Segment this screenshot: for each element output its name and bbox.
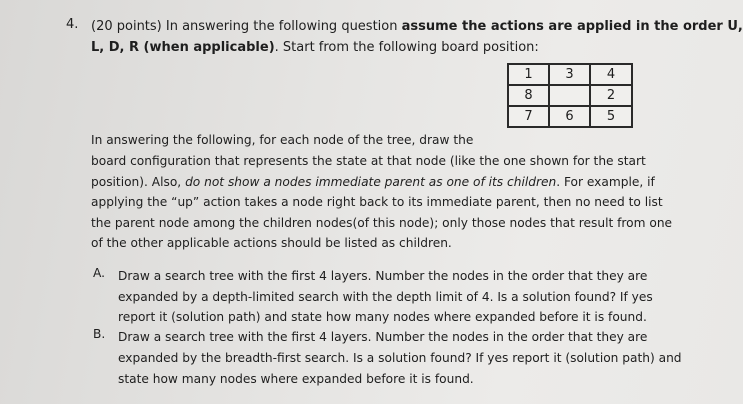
- board-row: [508, 64, 632, 85]
- board-cell: 7: [508, 106, 549, 127]
- instruction-line: In answering the following, for each node of the tree, draw the: [91, 133, 474, 147]
- instruction-line: the parent node among the children nodes(of this node); only those nodes that result from one: [91, 216, 673, 230]
- board-cell: 3: [549, 64, 590, 85]
- instruction-line: of the other applicable actions should be listed as children.: [91, 236, 452, 250]
- action-order-emphasis: L, D, R (when applicable): [91, 40, 275, 55]
- item-b-line: state how many nodes where expanded before it is found.: [118, 372, 474, 386]
- instruction-italic: do not show a nodes immediate parent as one of its children: [185, 175, 557, 189]
- instruction-text: . For example, if: [556, 175, 655, 189]
- item-a-line: Draw a search tree with the first 4 layers. Number the nodes in the order that they are: [118, 269, 648, 283]
- item-b-label: B.: [93, 327, 106, 341]
- question-header-emphasis: assume the actions are applied in the order U,: [401, 19, 743, 34]
- board-row: [508, 85, 632, 106]
- board-cell: 6: [549, 106, 590, 127]
- instruction-line: applying the “up” action takes a node right back to its immediate parent, then no need to list: [91, 195, 663, 209]
- question-number: 4.: [66, 17, 79, 32]
- board-cell: 5: [590, 106, 632, 127]
- start-board: [507, 63, 633, 128]
- question-header-line-1: [91, 17, 743, 36]
- board-row: [508, 106, 632, 127]
- board-cell: 1: [508, 64, 549, 85]
- board-cell: 2: [590, 85, 632, 106]
- item-a-line: report it (solution path) and state how many nodes where expanded before it is found.: [118, 310, 647, 324]
- item-a-label: A.: [93, 266, 105, 280]
- instruction-text: position). Also,: [91, 175, 186, 189]
- item-b-line: expanded by the breadth-first search. Is a solution found? If yes report it (solution path) and: [118, 351, 682, 365]
- item-b-line: Draw a search tree with the first 4 layers. Number the nodes in the order that they are: [118, 330, 648, 344]
- item-a-line: expanded by a depth-limited search with the depth limit of 4. Is a solution found? If yes: [118, 290, 653, 304]
- board-cell-blank: [549, 85, 590, 106]
- board-cell: 4: [590, 64, 632, 85]
- question-header-text-2: . Start from the following board position:: [274, 40, 539, 55]
- question-header-text: (20 points) In answering the following question: [91, 19, 402, 34]
- instruction-line: [91, 172, 655, 193]
- question-header-line-2: [91, 38, 539, 57]
- instruction-line: board configuration that represents the state at that node (like the one shown for the start: [91, 154, 646, 168]
- board-cell: 8: [508, 85, 549, 106]
